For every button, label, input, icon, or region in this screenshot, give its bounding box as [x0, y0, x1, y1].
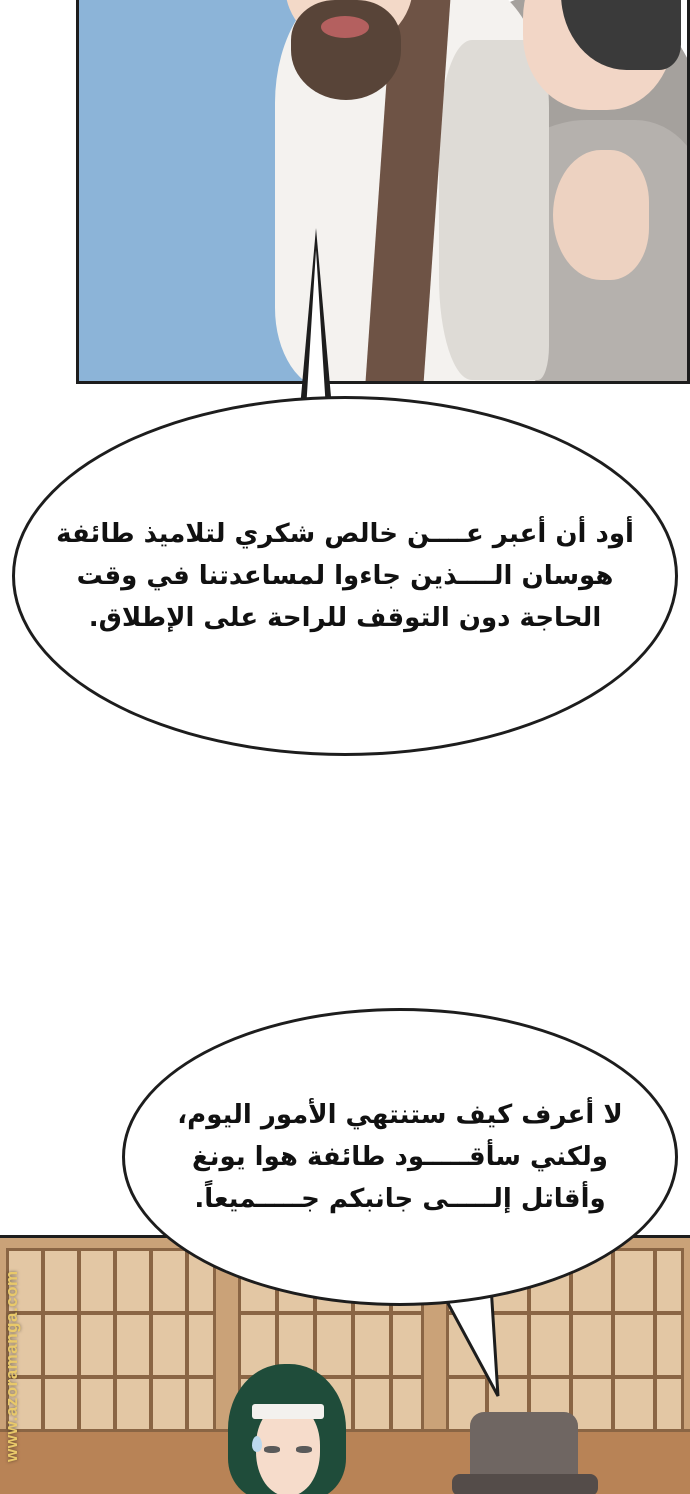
speech-bubble-2 — [122, 1008, 678, 1306]
upper-panel — [76, 0, 690, 384]
hat-wearing-character-hat — [470, 1412, 578, 1482]
hat-wearing-character-brim — [452, 1474, 598, 1494]
site-watermark: www.azoramanga.com — [2, 1270, 21, 1462]
speech-tail-fill-1 — [306, 250, 326, 410]
character-eye-left — [264, 1446, 280, 1453]
sweat-drop-icon — [252, 1436, 262, 1452]
speaker-mouth — [321, 16, 369, 38]
character-eye-right — [296, 1446, 312, 1453]
lattice-window-left — [6, 1248, 216, 1438]
bystander-arm — [553, 150, 649, 280]
white-robe-shadow — [439, 40, 549, 380]
speech-bubble-2-text: لا أعرف كيف ستنتهي الأمور اليوم، ولكني سأقـــــود طائفة هوا يونغ وأقاتل إلـــــى جانبكم جـــــميعاً. — [177, 1099, 623, 1215]
speech-bubble-1 — [12, 396, 678, 756]
green-haired-character-headband — [252, 1404, 324, 1419]
speech-bubble-1-text: أود أن أعبر عــــن خالص شكري لتلاميذ طائفة هوسان الــــذين جاءوا لمساعدتنا في وقت الحاجة دون التوقف للراحة على الإطلاق. — [56, 518, 634, 634]
speaker-beard — [291, 0, 401, 100]
